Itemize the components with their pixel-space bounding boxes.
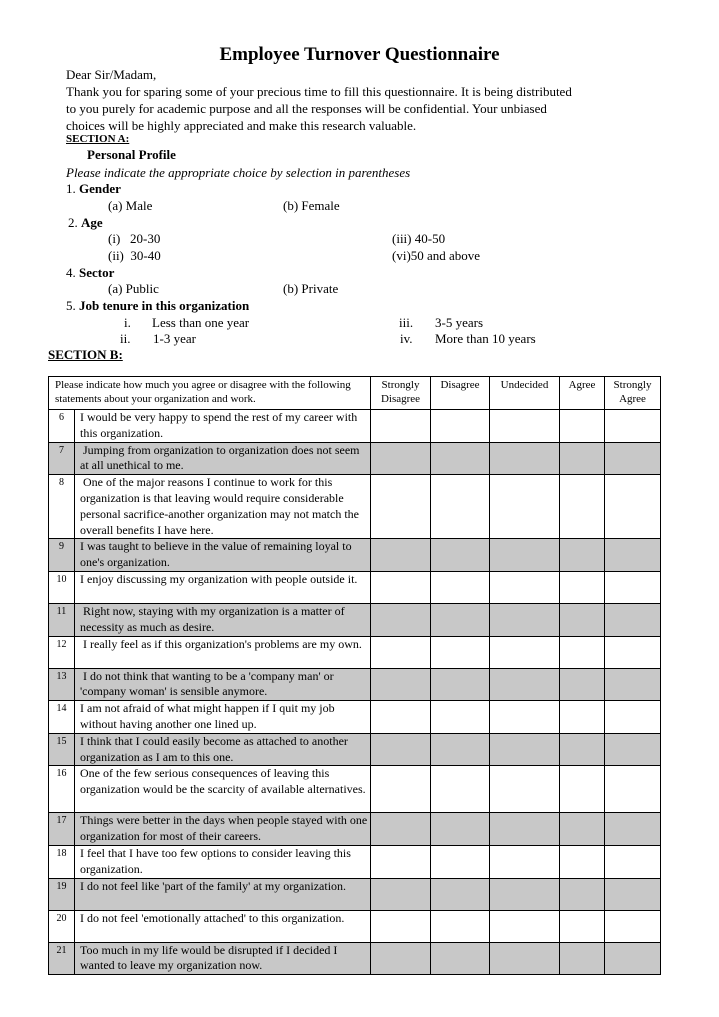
response-cell-strongly-agree[interactable] bbox=[605, 539, 661, 572]
item-statement: Too much in my life would be disrupted if I decided I wanted to leave my organization now. bbox=[75, 942, 371, 975]
response-cell-strongly-disagree[interactable] bbox=[371, 603, 431, 636]
option-tenure-10-plus[interactable]: More than 10 years bbox=[435, 331, 536, 346]
response-cell-undecided[interactable] bbox=[490, 475, 560, 539]
response-cell-strongly-disagree[interactable] bbox=[371, 539, 431, 572]
response-cell-undecided[interactable] bbox=[490, 668, 560, 701]
table-row bbox=[49, 733, 661, 766]
table-instruction: Please indicate how much you agree or disagree with the following statements about your organization and work. bbox=[49, 377, 371, 410]
item-statement: Jumping from organization to organization does not seem at all unethical to me. bbox=[75, 442, 371, 475]
response-cell-agree[interactable] bbox=[560, 475, 605, 539]
option-male[interactable]: (a) Male bbox=[108, 198, 153, 213]
response-cell-agree[interactable] bbox=[560, 845, 605, 878]
item-statement: I think that I could easily become as attached to another organization as I am to this one. bbox=[75, 733, 371, 766]
response-cell-agree[interactable] bbox=[560, 942, 605, 975]
response-cell-strongly-agree[interactable] bbox=[605, 813, 661, 846]
response-cell-undecided[interactable] bbox=[490, 603, 560, 636]
item-number: 19 bbox=[49, 878, 75, 910]
response-cell-strongly-disagree[interactable] bbox=[371, 813, 431, 846]
table-row bbox=[49, 410, 661, 443]
item-number: 7 bbox=[49, 442, 75, 475]
personal-profile-heading: Personal Profile bbox=[87, 147, 176, 162]
response-cell-strongly-agree[interactable] bbox=[605, 766, 661, 813]
response-cell-undecided[interactable] bbox=[490, 636, 560, 668]
question-gender: 1. Gender bbox=[66, 181, 121, 196]
response-cell-strongly-agree[interactable] bbox=[605, 571, 661, 603]
response-cell-undecided[interactable] bbox=[490, 813, 560, 846]
section-a-heading: SECTION A: bbox=[66, 133, 130, 145]
item-number: 10 bbox=[49, 571, 75, 603]
response-cell-agree[interactable] bbox=[560, 442, 605, 475]
response-cell-agree[interactable] bbox=[560, 603, 605, 636]
response-cell-undecided[interactable] bbox=[490, 410, 560, 443]
section-a-instruction: Please indicate the appropriate choice by selection in parentheses bbox=[66, 165, 411, 180]
response-cell-strongly-disagree[interactable] bbox=[371, 571, 431, 603]
response-cell-strongly-disagree[interactable] bbox=[371, 942, 431, 975]
response-cell-strongly-disagree[interactable] bbox=[371, 475, 431, 539]
table-header-row bbox=[49, 377, 661, 410]
response-cell-strongly-agree[interactable] bbox=[605, 845, 661, 878]
response-cell-strongly-disagree[interactable] bbox=[371, 636, 431, 668]
item-number: 16 bbox=[49, 766, 75, 813]
item-number: 15 bbox=[49, 733, 75, 766]
response-cell-disagree[interactable] bbox=[431, 701, 490, 734]
item-statement: I do not feel like 'part of the family' at my organization. bbox=[75, 878, 371, 910]
response-cell-strongly-agree[interactable] bbox=[605, 668, 661, 701]
table-row bbox=[49, 442, 661, 475]
response-cell-agree[interactable] bbox=[560, 813, 605, 846]
response-cell-undecided[interactable] bbox=[490, 571, 560, 603]
response-cell-strongly-agree[interactable] bbox=[605, 701, 661, 734]
response-cell-disagree[interactable] bbox=[431, 442, 490, 475]
response-cell-disagree[interactable] bbox=[431, 733, 490, 766]
table-row bbox=[49, 845, 661, 878]
response-cell-undecided[interactable] bbox=[490, 442, 560, 475]
intro-line: to you purely for academic purpose and all the responses will be confidential. Your unbiased bbox=[66, 101, 547, 116]
response-cell-disagree[interactable] bbox=[431, 910, 490, 942]
page-title: Employee Turnover Questionnaire bbox=[219, 44, 500, 65]
table-row bbox=[49, 668, 661, 701]
item-number: 12 bbox=[49, 636, 75, 668]
response-cell-strongly-disagree[interactable] bbox=[371, 668, 431, 701]
response-cell-disagree[interactable] bbox=[431, 571, 490, 603]
item-number: 21 bbox=[49, 942, 75, 975]
response-cell-agree[interactable] bbox=[560, 636, 605, 668]
option-public[interactable]: (a) Public bbox=[108, 281, 159, 296]
item-number: 11 bbox=[49, 603, 75, 636]
response-cell-undecided[interactable] bbox=[490, 701, 560, 734]
response-cell-agree[interactable] bbox=[560, 539, 605, 572]
response-cell-agree[interactable] bbox=[560, 878, 605, 910]
item-statement: I am not afraid of what might happen if I quit my job without having another one lined up. bbox=[75, 701, 371, 734]
response-cell-strongly-agree[interactable] bbox=[605, 942, 661, 975]
option-age-40-50[interactable]: (iii) 40-50 bbox=[392, 231, 446, 246]
response-cell-agree[interactable] bbox=[560, 701, 605, 734]
table-row bbox=[49, 701, 661, 734]
response-cell-disagree[interactable] bbox=[431, 475, 490, 539]
item-statement: I was taught to believe in the value of remaining loyal to one's organization. bbox=[75, 539, 371, 572]
response-cell-undecided[interactable] bbox=[490, 539, 560, 572]
response-cell-strongly-agree[interactable] bbox=[605, 636, 661, 668]
salutation: Dear Sir/Madam, bbox=[66, 67, 157, 82]
response-cell-agree[interactable] bbox=[560, 668, 605, 701]
response-cell-strongly-disagree[interactable] bbox=[371, 701, 431, 734]
tenure-roman-i: i. bbox=[124, 315, 131, 330]
response-cell-disagree[interactable] bbox=[431, 878, 490, 910]
header-strongly-agree: Strongly Agree bbox=[605, 377, 661, 410]
response-cell-strongly-agree[interactable] bbox=[605, 733, 661, 766]
response-cell-strongly-agree[interactable] bbox=[605, 475, 661, 539]
item-number: 8 bbox=[49, 475, 75, 539]
table-row bbox=[49, 475, 661, 539]
response-cell-strongly-agree[interactable] bbox=[605, 442, 661, 475]
response-cell-disagree[interactable] bbox=[431, 603, 490, 636]
question-sector: 4. Sector bbox=[66, 265, 115, 280]
response-cell-strongly-disagree[interactable] bbox=[371, 910, 431, 942]
item-statement: I feel that I have too few options to consider leaving this organization. bbox=[75, 845, 371, 878]
response-cell-undecided[interactable] bbox=[490, 878, 560, 910]
item-statement: Things were better in the days when people stayed with one organization for most of their careers. bbox=[75, 813, 371, 846]
response-cell-disagree[interactable] bbox=[431, 636, 490, 668]
item-statement: One of the major reasons I continue to work for this organization is that leaving would require considerable personal sacrifice-another organization may not match the overall benefits I have here. bbox=[75, 475, 371, 539]
item-statement: I would be very happy to spend the rest of my career with this organization. bbox=[75, 410, 371, 443]
option-tenure-1-3[interactable]: 1-3 year bbox=[153, 331, 196, 346]
response-cell-strongly-agree[interactable] bbox=[605, 910, 661, 942]
response-cell-agree[interactable] bbox=[560, 910, 605, 942]
question-job-tenure: 5. Job tenure in this organization bbox=[66, 298, 250, 313]
response-cell-disagree[interactable] bbox=[431, 539, 490, 572]
item-statement: I do not feel 'emotionally attached' to this organization. bbox=[75, 910, 371, 942]
question-label: Job tenure in this organization bbox=[79, 298, 250, 313]
response-cell-strongly-disagree[interactable] bbox=[371, 878, 431, 910]
option-tenure-less-1[interactable]: Less than one year bbox=[152, 315, 250, 330]
response-cell-disagree[interactable] bbox=[431, 410, 490, 443]
table-row bbox=[49, 878, 661, 910]
likert-table bbox=[48, 376, 661, 975]
tenure-roman-ii: ii. bbox=[120, 331, 131, 346]
question-label: Gender bbox=[79, 181, 121, 196]
question-age: 2. Age bbox=[68, 215, 103, 230]
question-label: Sector bbox=[79, 265, 115, 280]
item-statement: I enjoy discussing my organization with people outside it. bbox=[75, 571, 371, 603]
header-undecided: Undecided bbox=[490, 377, 560, 410]
response-cell-strongly-agree[interactable] bbox=[605, 878, 661, 910]
header-disagree: Disagree bbox=[431, 377, 490, 410]
response-cell-disagree[interactable] bbox=[431, 942, 490, 975]
item-statement: I do not think that wanting to be a 'company man' or 'company woman' is sensible anymore. bbox=[75, 668, 371, 701]
header-strongly-disagree: Strongly Disagree bbox=[371, 377, 431, 410]
section-b-heading: SECTION B: bbox=[48, 347, 123, 362]
table-row bbox=[49, 603, 661, 636]
item-number: 20 bbox=[49, 910, 75, 942]
response-cell-strongly-agree[interactable] bbox=[605, 603, 661, 636]
option-private[interactable]: (b) Private bbox=[283, 281, 339, 296]
response-cell-undecided[interactable] bbox=[490, 910, 560, 942]
table-row bbox=[49, 813, 661, 846]
response-cell-agree[interactable] bbox=[560, 410, 605, 443]
item-statement: I really feel as if this organization's problems are my own. bbox=[75, 636, 371, 668]
table-row bbox=[49, 636, 661, 668]
option-tenure-3-5[interactable]: 3-5 years bbox=[435, 315, 484, 330]
table-row bbox=[49, 766, 661, 813]
item-number: 17 bbox=[49, 813, 75, 846]
response-cell-agree[interactable] bbox=[560, 733, 605, 766]
option-age-20-30[interactable]: (i) 20-30 bbox=[108, 231, 161, 246]
table-row bbox=[49, 571, 661, 603]
option-age-30-40[interactable]: (ii) 30-40 bbox=[108, 248, 161, 263]
item-statement: Right now, staying with my organization is a matter of necessity as much as desire. bbox=[75, 603, 371, 636]
tenure-roman-iv: iv. bbox=[400, 331, 413, 346]
response-cell-agree[interactable] bbox=[560, 766, 605, 813]
header-agree: Agree bbox=[560, 377, 605, 410]
item-number: 13 bbox=[49, 668, 75, 701]
item-number: 14 bbox=[49, 701, 75, 734]
response-cell-undecided[interactable] bbox=[490, 942, 560, 975]
response-cell-strongly-disagree[interactable] bbox=[371, 733, 431, 766]
question-label: Age bbox=[81, 215, 103, 230]
item-number: 18 bbox=[49, 845, 75, 878]
response-cell-undecided[interactable] bbox=[490, 766, 560, 813]
response-cell-agree[interactable] bbox=[560, 571, 605, 603]
option-age-50-above[interactable]: (vi)50 and above bbox=[392, 248, 481, 263]
response-cell-disagree[interactable] bbox=[431, 845, 490, 878]
item-number: 6 bbox=[49, 410, 75, 443]
response-cell-undecided[interactable] bbox=[490, 845, 560, 878]
response-cell-strongly-disagree[interactable] bbox=[371, 410, 431, 443]
response-cell-strongly-agree[interactable] bbox=[605, 410, 661, 443]
option-female[interactable]: (b) Female bbox=[283, 198, 340, 213]
response-cell-disagree[interactable] bbox=[431, 766, 490, 813]
intro-paragraph bbox=[66, 83, 632, 134]
response-cell-strongly-disagree[interactable] bbox=[371, 442, 431, 475]
response-cell-disagree[interactable] bbox=[431, 668, 490, 701]
table-row bbox=[49, 910, 661, 942]
response-cell-disagree[interactable] bbox=[431, 813, 490, 846]
response-cell-undecided[interactable] bbox=[490, 733, 560, 766]
table-row bbox=[49, 539, 661, 572]
response-cell-strongly-disagree[interactable] bbox=[371, 845, 431, 878]
intro-line: Thank you for sparing some of your precious time to fill this questionnaire. It is being distributed bbox=[66, 84, 572, 99]
item-statement: One of the few serious consequences of leaving this organization would be the scarcity of available alternatives. bbox=[75, 766, 371, 813]
table-row bbox=[49, 942, 661, 975]
intro-line: choices will be highly appreciated and make this research valuable. bbox=[66, 118, 417, 133]
response-cell-strongly-disagree[interactable] bbox=[371, 766, 431, 813]
item-number: 9 bbox=[49, 539, 75, 572]
tenure-roman-iii: iii. bbox=[399, 315, 414, 330]
